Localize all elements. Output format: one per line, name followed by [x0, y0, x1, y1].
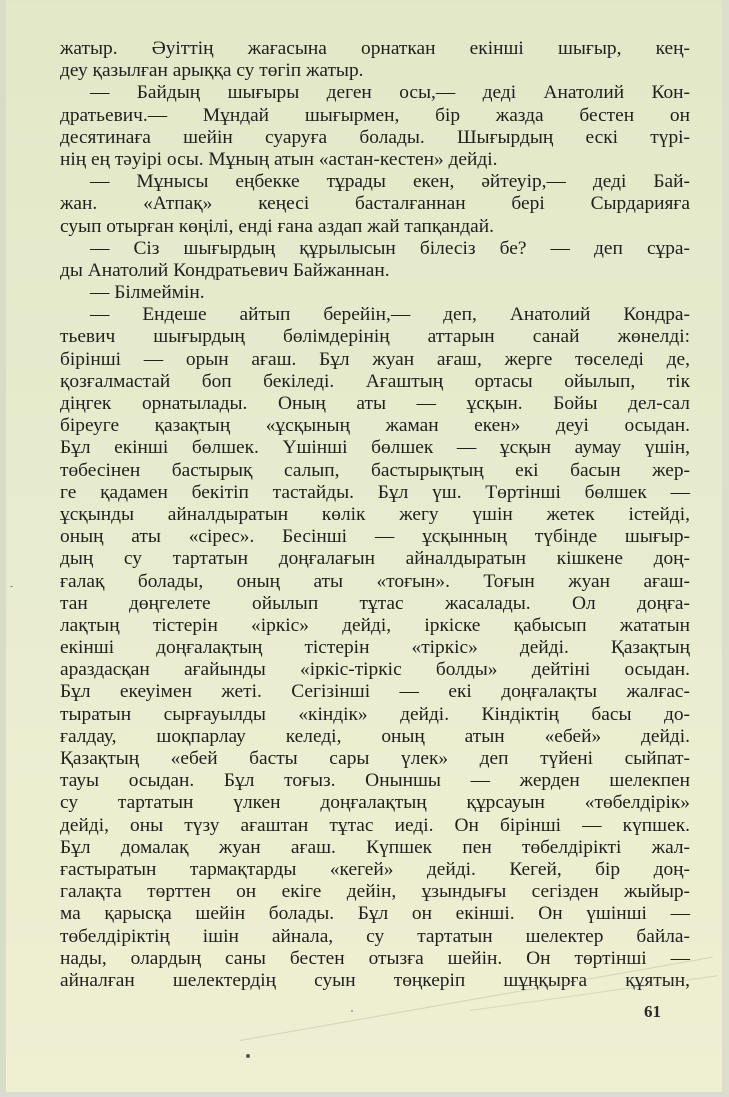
text-line: төбелдіріктің ішін айнала, су тартатын шелектер байла- [60, 925, 690, 947]
text-line: қозғалмастай боп бекіледі. Ағаштың ортасы ойылып, тік [60, 370, 690, 392]
text-line: десятинаға шейін суаруға болады. Шығырдың ескі түрі- [60, 126, 690, 148]
text-line: жатыр. Әуіттің жағасына орнаткан екінші шығыр, кең- [60, 38, 690, 59]
text-line: екінші доңғалақтың тістерін «тіркіс» дейді. Қазақтың [60, 637, 690, 659]
text-line: тан дөңгелете ойылып тұтас жасалады. Ол доңға- [60, 592, 690, 614]
text-line: тауы осыдан. Бұл тоғыз. Оныншы — жерден шелекпен [60, 770, 690, 792]
text-line: галақта төрттен он екіге дейін, ұзындығы сегізден жыйыр- [60, 881, 690, 903]
text-line: ма қарысқа шейін болады. Бұл он екінші. Он үшінші — [60, 903, 690, 925]
text-line: тьевич шығырдың бөлімдерінің аттарын санай жөнелді: [60, 326, 690, 348]
text-line: ды Анатолий Кондратьевич Байжаннан. [60, 259, 390, 281]
text-line: лақтың тістерін «іркіс» дейді, іркіске қабысып жататын [60, 614, 690, 636]
text-line: тыратын сырғауылды «кіндік» дейді. Кіндіктің басы до- [60, 703, 690, 725]
page-number: 61 [644, 1002, 661, 1021]
text-line: айналған шелектердің суын төңкеріп шұңқырға құятын, [60, 969, 690, 991]
text-line: ғастыратын тармақтарды «кегей» дейді. Кегей, бір доң- [60, 858, 690, 880]
text-line: жан. «Атпақ» кеңесі басталғаннан бері Сырдарияға [60, 193, 690, 215]
text-line: біреуге қазақтың «ұсқының жаман екен» деуі осыдан. [60, 415, 690, 437]
text-line: — Байдың шығыры деген осы,— деді Анатолий Кон- [90, 82, 690, 104]
body-text [60, 38, 690, 992]
paper-speck [10, 586, 13, 587]
text-line: төбесінен бастырық салып, бастырықтың екі басын жер- [60, 459, 690, 481]
text-line: дың су тартатын доңғалағын айналдыратын кішкене доң- [60, 548, 690, 570]
paper-speck [351, 1010, 353, 1012]
text-line: діңгек орнатылады. Оның аты — ұсқын. Бойы дел-сал [60, 393, 690, 414]
text-line: нің ең тәуірі осы. Мұның атын «астан-кестен» дейді. [60, 148, 498, 170]
text-line: — Сіз шығырдың құрылысын білесіз бе? — деп сұра- [90, 237, 690, 259]
text-line: оның аты «сірес». Бесінші — ұсқынның түбінде шығыр- [60, 526, 690, 548]
text-line: Қазақтың «ебей басты сары үлек» деп түйені сыйпат- [60, 748, 690, 769]
text-line: дейді, оны түзу ағаштан тұтас иеді. Он бірінші — күпшек. [60, 814, 690, 836]
text-line: Бұл екінші бөлшек. Үшінші бөлшек — ұсқын аумау үшін, [60, 437, 690, 459]
text-line: араздасқан ағайынды «іркіс-тіркіс болды» дейтіні осыдан. [60, 659, 690, 681]
text-line: — Мұнысы еңбекке тұрады екен, әйтеуір,— деді Бай- [90, 171, 690, 193]
page-bottom-edge [0, 1092, 729, 1097]
text-line: ғалдау, шоқпарлау келеді, оның атын «ебей» дейді. [60, 725, 690, 747]
text-line: Бұл домалақ жуан ағаш. Күпшек пен төбелдірікті жал- [60, 836, 690, 858]
paper-speck [246, 1054, 250, 1058]
text-line: Бұл екеуімен жеті. Сегізінші — екі доңғалақты жалғас- [60, 681, 690, 703]
text-line: ұсқынды айналдыратын көлік жегу үшін жетек істейді, [60, 503, 690, 525]
text-line: нады, олардың саны бестен отызға шейін. Он төртінші — [60, 947, 690, 969]
text-line: — Білмеймін. [90, 282, 205, 304]
text-line: деу қазылған арыққа су төгіп жатыр. [60, 60, 364, 82]
text-line: — Ендеше айтып берейін,— деп, Анатолий Кондра- [90, 304, 690, 326]
text-line: суып отырған көңілі, енді ғана аздап жай тапқандай. [60, 215, 494, 237]
page-right-edge [722, 0, 729, 1097]
text-line: су тартатын үлкен доңғалақтың құрсауын «төбелдірік» [60, 792, 690, 814]
text-line: дратьевич.— Мұндай шығырмен, бір жазда бестен он [60, 104, 690, 126]
text-line: ғалақ болады, оның аты «тоғын». Тоғын жуан ағаш- [60, 570, 690, 592]
text-line: ге қадамен бекітіп тастайды. Бұл үш. Төртінші бөлшек — [60, 481, 690, 503]
text-line: бірінші — орын ағаш. Бұл жуан ағаш, жерге төселеді де, [60, 348, 690, 370]
